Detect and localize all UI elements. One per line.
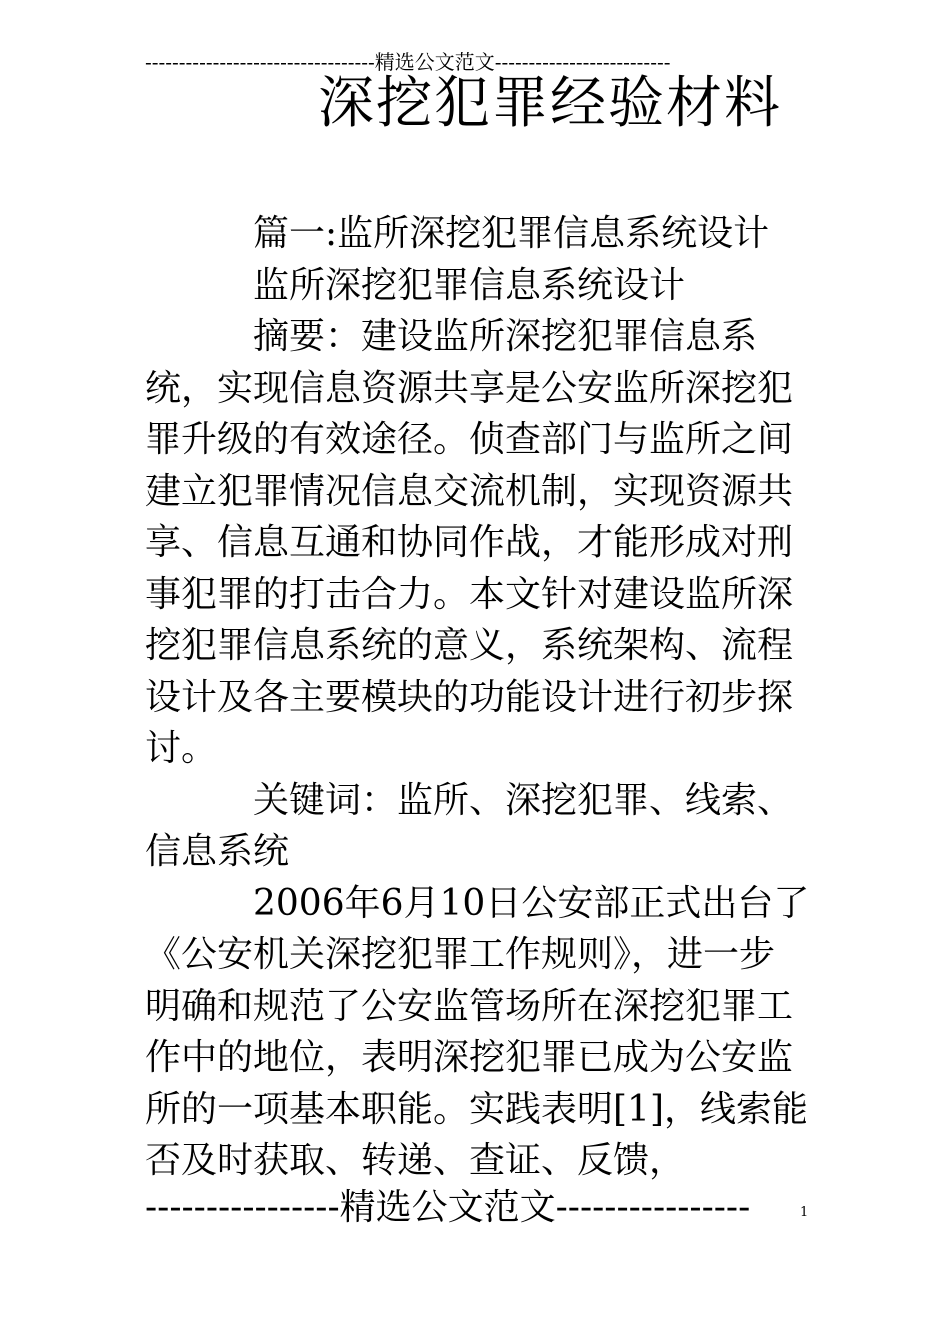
document-body	[145, 208, 810, 1187]
abstract-paragraph: 摘要：建设监所深挖犯罪信息系统，实现信息资源共享是公安监所深挖犯罪升级的有效途径。侦查部门与监所之间建立犯罪情况信息交流机制，实现资源共享、信息互通和协同作战，才能形成对刑事犯罪的打击合力。本文针对建设监所深挖犯罪信息系统的意义，系统架构、流程设计及各主要模块的功能设计进行初步探讨。	[145, 316, 794, 769]
body-paragraph: 2006年6月10日公安部正式出台了《公安机关深挖犯罪工作规则》，进一步明确和规范了公安监管场所在深挖犯罪工作中的地位，表明深挖犯罪已成为公安监所的一项基本职能。实践表明[1]，线索能否及时获取、转递、查证、反馈，	[145, 882, 810, 1181]
keywords-paragraph: 关键词：监所、深挖犯罪、线索、信息系统	[145, 779, 794, 872]
page-number: 1	[800, 1205, 809, 1220]
section-heading: 篇一:监所深挖犯罪信息系统设计	[253, 213, 770, 254]
page-header: ----------------------------------精选公文范文--------------------------	[145, 50, 671, 74]
page-footer: ----------------精选公文范文----------------	[145, 1187, 751, 1228]
document-title: 深挖犯罪经验材料	[318, 71, 782, 136]
article-title: 监所深挖犯罪信息系统设计	[253, 264, 686, 306]
